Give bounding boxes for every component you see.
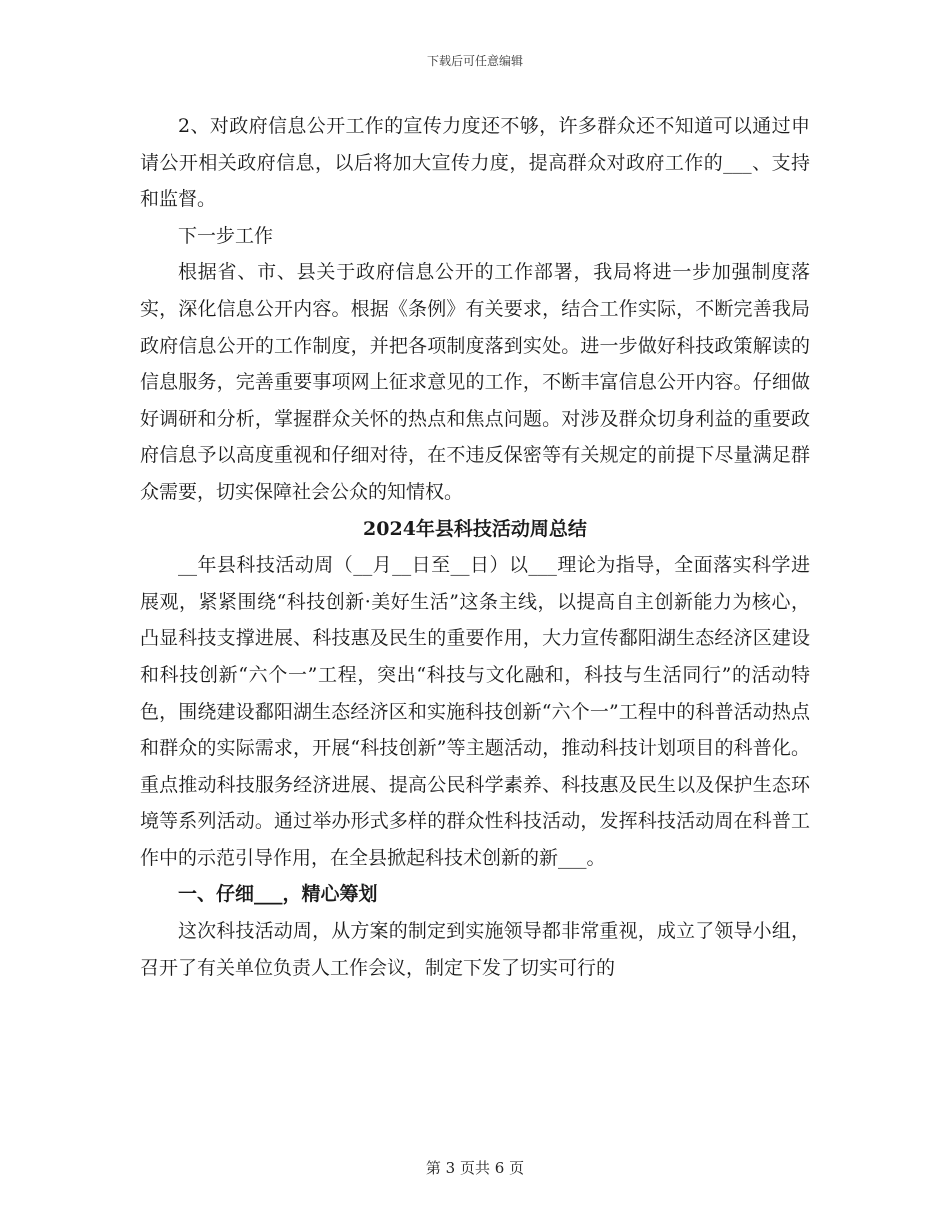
page-header: 下载后可任意编辑 [426,54,523,68]
paragraph-planning: 这次科技活动周，从方案的制定到实施领导都非常重视，成立了领导小组，召开了有关单位负责人工作会议，制定下发了切实可行的 [140,920,810,979]
paragraph-next-steps: 根据省、市、县关于政府信息公开的工作部署，我局将进一步加强制度落实，深化信息公开内容。根据《条例》有关要求，结合工作实际，不断完善我局政府信息公开的工作制度，并把各项制度落到实处。进一步做好科技政策解读的信息服务，完善重要事项网上征求意见的工作，不断丰富信息公开内容。仔细做好调研和分析，掌握群众关怀的热点和焦点问题。对涉及群众切身利益的重要政府信息予以高度重视和仔细对待，在不违反保密等有关规定的前提下尽量满足群众需要，切实保障社会公众的知情权。 [140,261,810,503]
section-heading-1: 一、仔细___，精心筹划 [178,883,378,906]
document-body [140,108,810,986]
paragraph-publicity: 2、对政府信息公开工作的宣传力度还不够，许多群众还不知道可以通过申请公开相关政府信息，以后将加大宣传力度，提高群众对政府工作的___、支持和监督。 [140,115,810,211]
document-title: 2024年县科技活动周总结 [363,517,587,540]
page-number: 第 3 页共 6 页 [425,1159,525,1177]
subheading-next-steps: 下一步工作 [178,224,274,247]
paragraph-summary: __年县科技活动周（__月__日至__日）以___理论为指导，全面落实科学进展观，紧紧围绕“科技创新·美好生活”这条主线，以提高自主创新能力为核心，凸显科技支撑进展、科技惠及民生的重要作用，大力宣传鄱阳湖生态经济区建设和科技创新“六个一”工程，突出“科技与文化融和，科技与生活同行”的活动特色，围绕建设鄱阳湖生态经济区和实施科技创新“六个一”工程中的科普活动热点和群众的实际需求，开展“科技创新”等主题活动，推动科技计划项目的科普化。重点推动科技服务经济进展、提高公民科学素养、科技惠及民生以及保护生态环境等系列活动。通过举办形式多样的群众性科技活动，发挥科技活动周在科普工作中的示范引导作用，在全县掀起科技术创新的新___。 [140,554,810,869]
